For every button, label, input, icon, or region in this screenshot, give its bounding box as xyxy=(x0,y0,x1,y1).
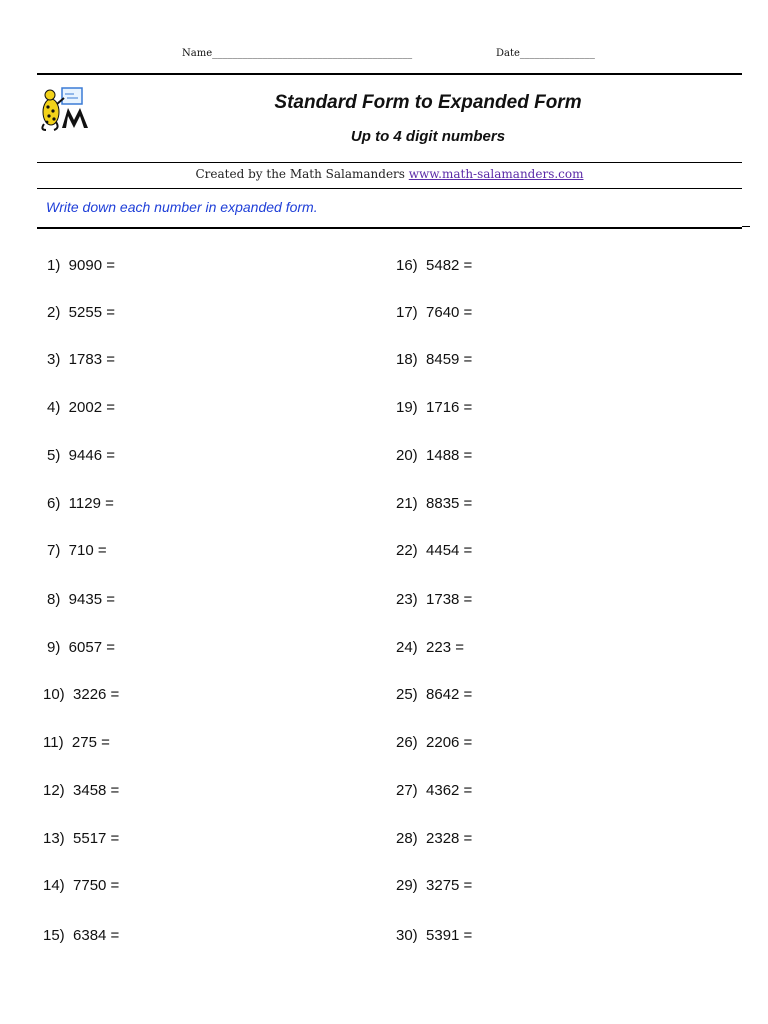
question-item: 28) 2328 = xyxy=(396,830,473,847)
question-item: 2) 5255 = xyxy=(47,304,115,321)
question-item: 9) 6057 = xyxy=(47,639,115,656)
credit-line xyxy=(37,167,742,181)
title-divider xyxy=(37,162,742,163)
question-item: 24) 223 = xyxy=(396,639,464,656)
divider-tick xyxy=(742,226,750,227)
credit-divider xyxy=(37,188,742,189)
instruction-text: Write down each number in expanded form. xyxy=(46,199,318,215)
instruction-divider xyxy=(37,227,742,229)
website-link[interactable]: www.math-salamanders.com xyxy=(408,167,584,181)
worksheet-subtitle: Up to 4 digit numbers xyxy=(350,128,506,145)
question-item: 27) 4362 = xyxy=(396,782,473,799)
question-item: 25) 8642 = xyxy=(396,686,473,703)
worksheet-title: Standard Form to Expanded Form xyxy=(274,92,582,113)
question-item: 22) 4454 = xyxy=(396,542,473,559)
question-item: 10) 3226 = xyxy=(43,686,120,703)
question-item: 14) 7750 = xyxy=(43,877,120,894)
question-item: 23) 1738 = xyxy=(396,591,473,608)
question-item: 29) 3275 = xyxy=(396,877,473,894)
question-item: 5) 9446 = xyxy=(47,447,115,464)
question-item: 20) 1488 = xyxy=(396,447,473,464)
question-item: 30) 5391 = xyxy=(396,927,473,944)
question-item: 15) 6384 = xyxy=(43,927,120,944)
question-item: 12) 3458 = xyxy=(43,782,120,799)
question-item: 4) 2002 = xyxy=(47,399,115,416)
math-salamanders-logo-icon xyxy=(36,86,92,132)
question-item: 13) 5517 = xyxy=(43,830,120,847)
question-item: 7) 710 = xyxy=(47,542,107,559)
question-item: 17) 7640 = xyxy=(396,304,473,321)
question-item: 3) 1783 = xyxy=(47,351,115,368)
top-divider xyxy=(37,73,742,75)
question-item: 6) 1129 = xyxy=(47,495,114,512)
question-item: 8) 9435 = xyxy=(47,591,115,608)
credit-text: Created by the Math Salamanders xyxy=(195,167,409,181)
question-item: 11) 275 = xyxy=(43,734,110,751)
question-item: 16) 5482 = xyxy=(396,257,473,274)
date-field-label: Date_______________ xyxy=(496,48,595,59)
question-item: 21) 8835 = xyxy=(396,495,473,512)
question-item: 18) 8459 = xyxy=(396,351,473,368)
question-item: 19) 1716 = xyxy=(396,399,473,416)
name-field-label: Name________________________________________ xyxy=(182,48,413,59)
question-item: 1) 9090 = xyxy=(47,257,115,274)
question-item: 26) 2206 = xyxy=(396,734,473,751)
